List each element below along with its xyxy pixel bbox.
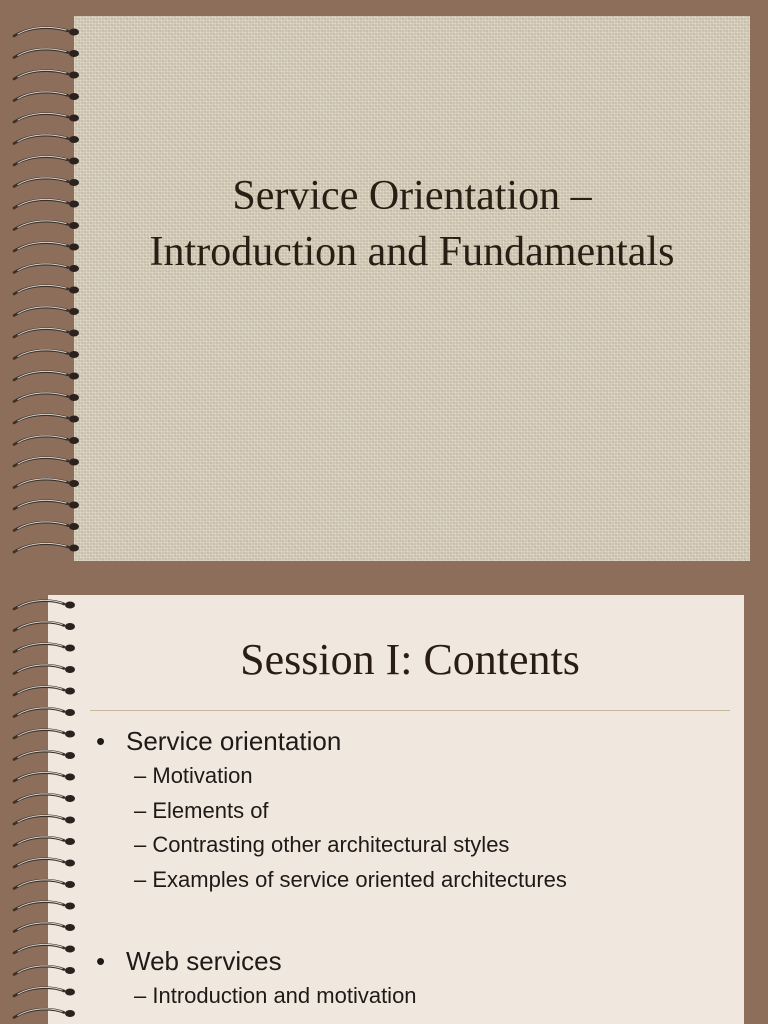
sub-item	[96, 828, 736, 863]
spiral-ring	[14, 457, 79, 466]
dash-icon: –	[134, 763, 147, 788]
spiral-ring	[14, 815, 75, 824]
bullet-icon: •	[96, 726, 106, 756]
spiral-ring	[14, 371, 79, 380]
spiral-ring	[14, 500, 79, 509]
spiral-ring	[14, 686, 75, 695]
contents-list	[96, 723, 736, 1014]
dash-icon: –	[134, 832, 147, 857]
slide-1-paper	[74, 16, 750, 561]
sub-item-label: Motivation	[152, 763, 253, 788]
spiral-ring	[14, 944, 75, 953]
spiral-ring	[14, 393, 79, 402]
slide-2-title: Session I: Contents	[240, 635, 580, 684]
spiral-ring	[14, 543, 79, 552]
spiral-ring	[14, 113, 79, 122]
spiral-ring	[14, 70, 79, 79]
sub-item-label: Introduction and motivation	[152, 983, 417, 1008]
spiral-ring	[14, 49, 79, 58]
spiral-ring	[14, 350, 79, 359]
spiral-ring	[14, 837, 75, 846]
spiral-ring	[14, 643, 75, 652]
spiral-ring	[14, 414, 79, 423]
spiral-ring	[14, 923, 75, 932]
spiral-ring	[14, 27, 79, 36]
spiral-ring	[14, 794, 75, 803]
spiral-ring	[14, 987, 75, 996]
spiral-ring	[14, 221, 79, 230]
section-web-services	[96, 943, 736, 979]
spiral-ring	[14, 92, 79, 101]
spiral-ring	[14, 522, 79, 531]
spiral-ring	[14, 772, 75, 781]
spiral-ring	[14, 135, 79, 144]
sub-item	[96, 759, 736, 794]
spiral-ring	[14, 729, 75, 738]
section-label: Service orientation	[126, 726, 342, 756]
slide-1-title	[74, 168, 750, 280]
section-service-orientation	[96, 723, 736, 759]
bullet-icon: •	[96, 946, 106, 976]
spiral-ring	[14, 264, 79, 273]
sub-item-label: Contrasting other architectural styles	[152, 832, 510, 857]
dash-icon: –	[134, 866, 147, 892]
slide-1-title-line-2: Introduction and Fundamentals	[149, 229, 675, 275]
spiral-ring	[14, 1009, 75, 1018]
spiral-ring	[14, 966, 75, 975]
dash-icon: –	[134, 983, 147, 1008]
spiral-ring	[14, 199, 79, 208]
spiral-ring	[14, 436, 79, 445]
spiral-ring	[14, 858, 75, 867]
spiral-ring	[14, 307, 79, 316]
slide-2	[0, 578, 768, 1024]
spiral-ring	[14, 880, 75, 889]
sub-item-label: Elements of	[152, 797, 269, 823]
dash-icon: –	[134, 797, 147, 823]
spiral-ring	[14, 178, 79, 187]
sub-item	[96, 979, 736, 1014]
spiral-ring	[14, 708, 75, 717]
slide-1-title-line-1: Service Orientation –	[232, 173, 592, 219]
spiral-ring	[14, 479, 79, 488]
spiral-ring	[14, 600, 75, 609]
spiral-ring	[14, 242, 79, 251]
sub-item	[96, 863, 736, 898]
sub-item-label: Examples of service oriented architectures	[152, 866, 567, 892]
spiral-ring	[14, 665, 75, 674]
spiral-ring	[14, 901, 75, 910]
spiral-ring	[14, 285, 79, 294]
spiral-ring	[14, 156, 79, 165]
spiral-binding-icon	[0, 0, 90, 578]
sub-item	[96, 794, 736, 829]
spiral-ring	[14, 328, 79, 337]
spiral-ring	[14, 751, 75, 760]
section-label: Web services	[126, 946, 282, 976]
title-divider	[90, 710, 730, 711]
spiral-ring	[14, 622, 75, 631]
